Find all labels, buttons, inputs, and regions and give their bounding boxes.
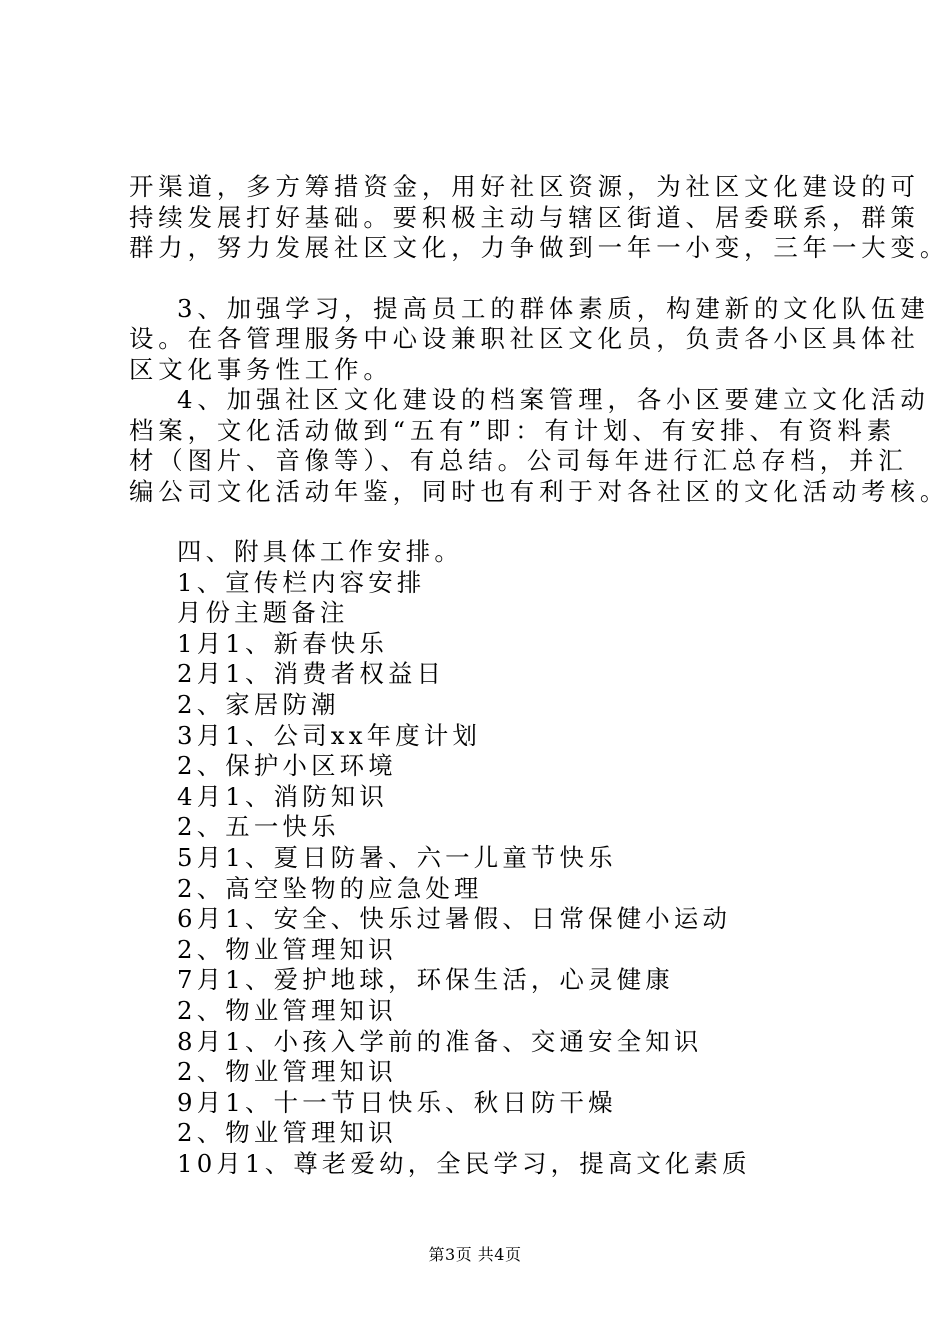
paragraph-gap bbox=[129, 264, 859, 294]
paragraph-gap bbox=[129, 507, 859, 537]
text-line: 群力，努力发展社区文化，力争做到一年一小变，三年一大变。 bbox=[129, 233, 950, 262]
table-header-row: 月份主题备注 bbox=[177, 598, 349, 628]
paragraph-3 bbox=[129, 293, 930, 386]
list-item: 4月1、消防知识 bbox=[177, 781, 388, 811]
list-item: 2、物业管理知识 bbox=[177, 1057, 397, 1087]
list-item: 1月1、新春快乐 bbox=[177, 628, 388, 658]
text-line: 设。在各管理服务中心设兼职社区文化员，负责各小区具体社 bbox=[129, 324, 920, 353]
document-body bbox=[129, 172, 950, 1179]
list-item: 5月1、夏日防暑、六一儿童节快乐 bbox=[177, 842, 617, 872]
list-item: 8月1、小孩入学前的准备、交通安全知识 bbox=[177, 1026, 703, 1056]
list-item: 2、高空坠物的应急处理 bbox=[177, 873, 483, 903]
list-item: 9月1、十一节日快乐、秋日防干燥 bbox=[177, 1087, 617, 1117]
list-item: 2、保护小区环境 bbox=[177, 751, 397, 781]
schedule-section bbox=[129, 537, 859, 1179]
list-item: 6月1、安全、快乐过暑假、日常保健小运动 bbox=[177, 904, 732, 934]
text-line: 开渠道，多方筹措资金，用好社区资源，为社区文化建设的可 bbox=[129, 172, 920, 201]
text-line: 档案，文化活动做到“五有”即：有计划、有安排、有资料素 bbox=[129, 415, 897, 445]
text-line: 材（图片、音像等）、有总结。公司每年进行汇总存档，并汇 bbox=[129, 446, 908, 475]
list-item: 2、物业管理知识 bbox=[177, 934, 397, 964]
list-item: 10月1、尊老爱幼，全民学习，提高文化素质 bbox=[177, 1148, 751, 1178]
text-line: 编公司文化活动年鉴，同时也有利于对各社区的文化活动考核。 bbox=[129, 476, 950, 506]
page-footer: 第3页 共4页 bbox=[428, 1245, 522, 1264]
section-heading: 四、附具体工作安排。 bbox=[177, 537, 463, 566]
text-line: 区文化事务性工作。 bbox=[129, 354, 393, 384]
list-item: 2、物业管理知识 bbox=[177, 1118, 397, 1148]
section-subheading: 1、宣传栏内容安排 bbox=[177, 567, 426, 597]
list-item: 7月1、爱护地球，环保生活，心灵健康 bbox=[177, 965, 674, 995]
list-item: 2月1、消费者权益日 bbox=[177, 659, 446, 689]
list-item: 2、五一快乐 bbox=[177, 812, 340, 842]
text-line: 持续发展打好基础。要积极主动与辖区街道、居委联系，群策 bbox=[129, 202, 920, 232]
list-item: 3月1、公司xx年度计划 bbox=[177, 720, 482, 750]
text-line: 4、加强社区文化建设的档案管理，各小区要建立文化活动 bbox=[177, 385, 930, 414]
text-line: 3、加强学习，提高员工的群体素质，构建新的文化队伍建 bbox=[177, 293, 930, 323]
paragraph-continued bbox=[129, 172, 950, 264]
paragraph-4 bbox=[129, 385, 950, 507]
list-item: 2、家居防潮 bbox=[177, 689, 340, 719]
list-item: 2、物业管理知识 bbox=[177, 995, 397, 1025]
